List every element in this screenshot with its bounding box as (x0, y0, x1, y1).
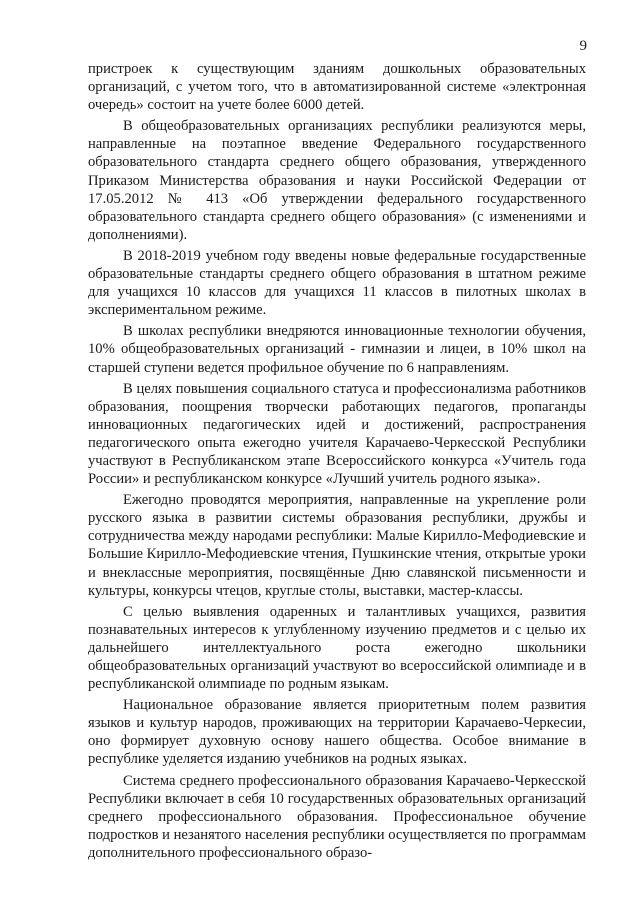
page-number: 9 (579, 38, 587, 54)
document-body (88, 60, 586, 862)
paragraph-7: С целью выявления одаренных и талантливых учащихся, развития познавательных интересов к углубленному изучению предметов и с целью их дальнейшего интеллектуального роста ежегодно школьники общеобразовательных организаций участвуют во всероссийской олимпиаде и в республиканской олимпиаде по родным языкам. (88, 603, 586, 693)
paragraph-6: Ежегодно проводятся мероприятия, направленные на укрепление роли русского языка в развитии системы образования республики, дружбы и сотрудничества между народами республики: Малые Кирилло-Мефодиевские и Большие Кирилло-Мефодиевские чтения, Пушкинские чтения, открытые уроки и внеклассные мероприятия, посвящённые Дню славянской письменности и культуры, конкурсы чтецов, круглые столы, выставки, мастер-классы. (88, 492, 586, 599)
paragraph-3: В 2018-2019 учебном году введены новые федеральные государственные образовательные стандарты среднего общего образования в штатном режиме для учащихся 10 классов для учащихся 11 классов в пилотных школах в экспериментальном режиме. (88, 247, 586, 319)
paragraph-5: В целях повышения социального статуса и профессионализма работников образования, поощрения творчески работающих педагогов, пропаганды инновационных педагогических идей и достижений, распространения педагогического опыта ежегодно учителя Карачаево-Черкесской Республики участвуют в Республиканском этапе Всероссийского конкурса «Учитель года России» и республиканском конкурсе «Лучший учитель родного языка». (88, 380, 586, 488)
paragraph-4: В школах республики внедряются инновационные технологии обучения, 10% общеобразовательных организаций - гимназии и лицеи, в 10% школ на старшей ступени ведется профильное обучение по 6 направлениям. (88, 323, 586, 376)
paragraph-1: пристроек к существующим зданиям дошкольных образовательных организаций, с учетом того, что в автоматизированной системе «электронная очередь» состоит на учете более 6000 детей. (88, 61, 586, 114)
paragraph-9: Система среднего профессионального образования Карачаево-Черкесской Республики включает в себя 10 государственных образовательных организаций среднего профессионального образования. Профессиональное обучение подростков и незанятого населения республики осуществляется по программам дополнительного профессионального образо- (88, 772, 586, 861)
paragraph-8: Национальное образование является приоритетным полем развития языков и культур народов, проживающих на территории Карачаево-Черкесии, оно формирует духовную основу нашего общества. Особое внимание в республике уделяется изданию учебников на родных языках. (88, 697, 586, 768)
paragraph-2: В общеобразовательных организациях республики реализуются меры, направленные на поэтапное введение Федерального государственного образовательного стандарта среднего общего образования, утвержденного Приказом Министерства образования и науки Российской Федерации от 17.05.2012 № 413 «Об утверждении федерального государственного образовательного стандарта среднего общего образования» (с изменениями и дополнениями). (88, 118, 586, 243)
